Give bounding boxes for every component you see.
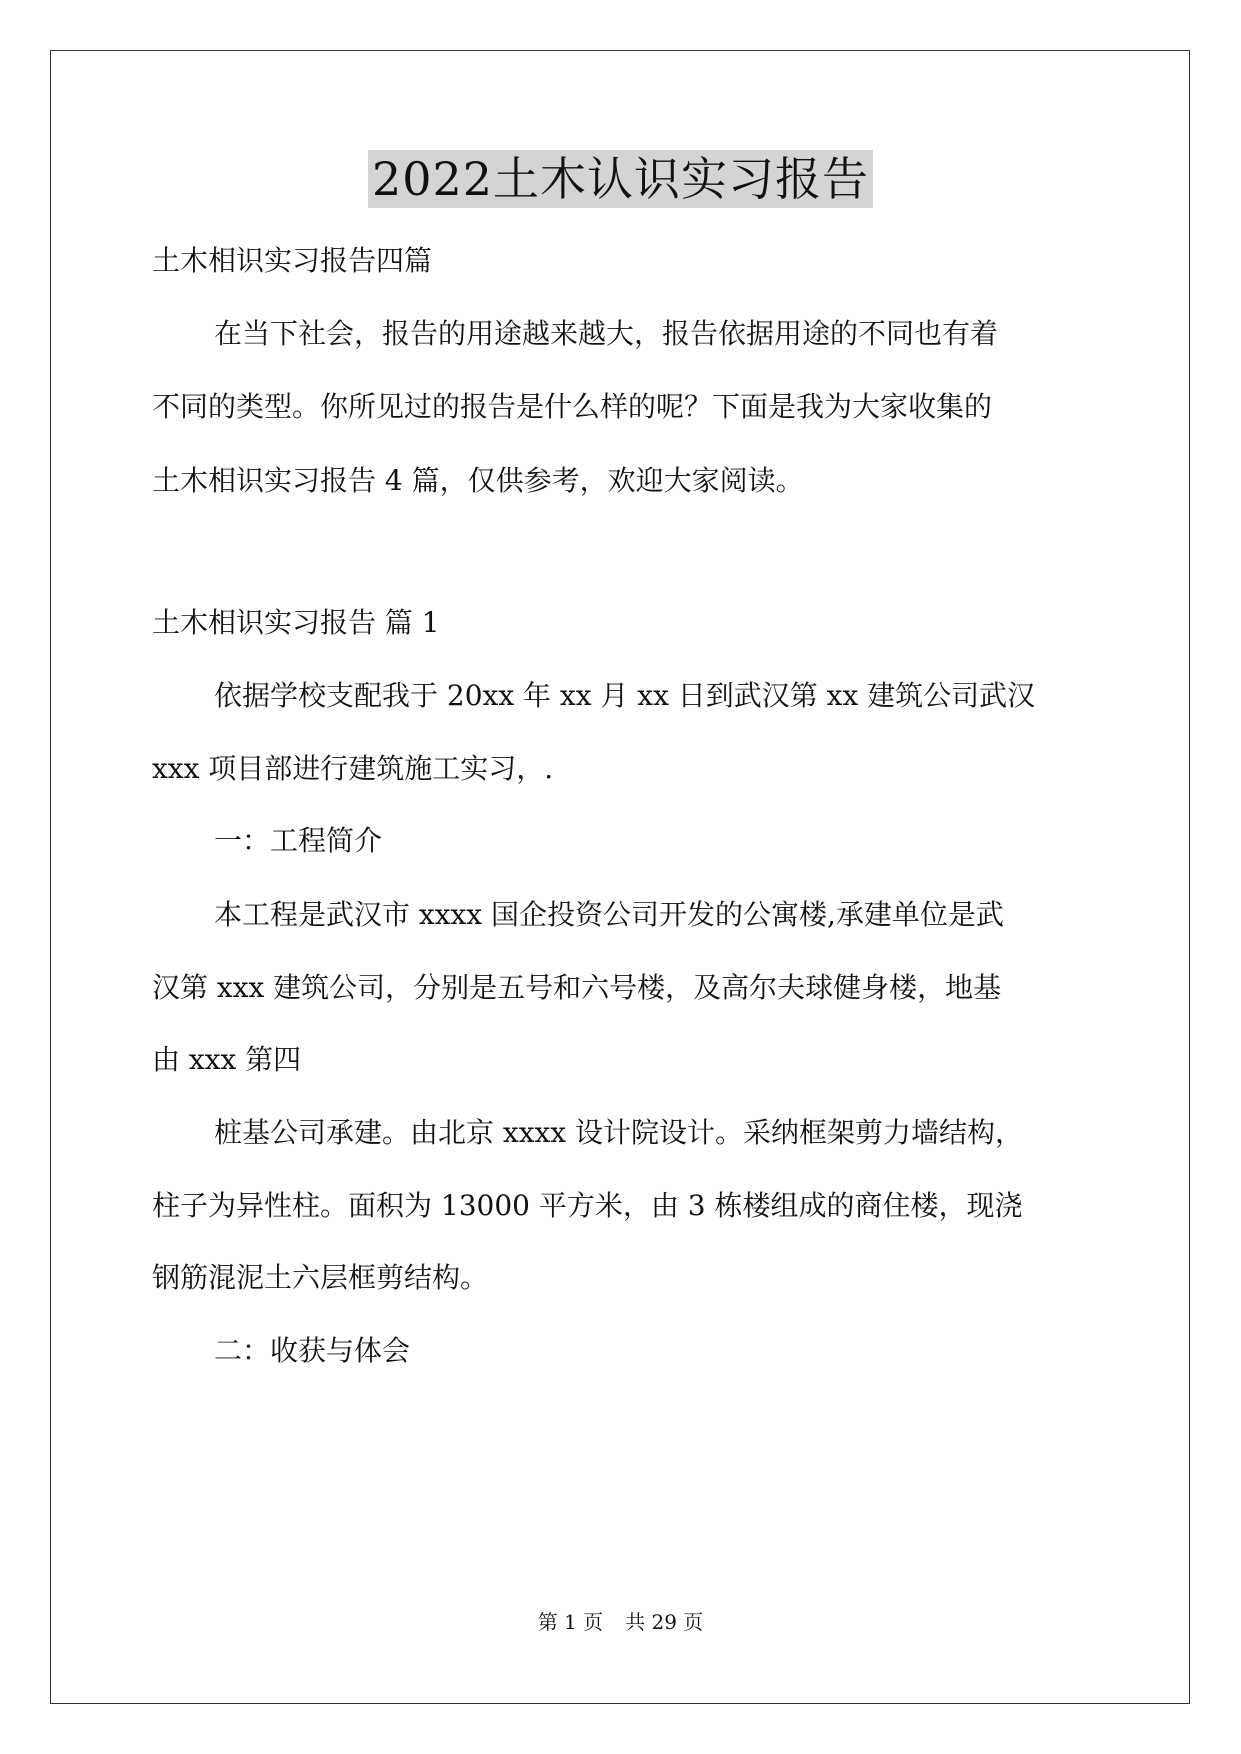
title-container xyxy=(0,150,1241,208)
page-total: 共 29 页 xyxy=(625,1610,704,1634)
page-footer xyxy=(0,1610,1241,1634)
paragraph-line: 依据学校支配我于 20xx 年 xx 月 xx 日到武汉第 xx 建筑公司武汉 xyxy=(214,679,1036,712)
paragraph-line: 钢筋混泥土六层框剪结构。 xyxy=(152,1261,489,1294)
paragraph-line: 柱子为异性柱。面积为 13000 平方米，由 3 栋楼组成的商住楼，现浇 xyxy=(152,1189,1023,1222)
paragraph-line: 本工程是武汉市 xxxx 国企投资公司开发的公寓楼,承建单位是武 xyxy=(214,898,1004,931)
subheading: 一：工程简介 xyxy=(214,824,383,857)
paragraph-line: 汉第 xxx 建筑公司，分别是五号和六号楼，及高尔夫球健身楼，地基 xyxy=(152,971,1002,1004)
page-border xyxy=(50,50,1190,1704)
section-heading: 土木相识实习报告 篇 1 xyxy=(152,606,440,639)
document-title: 2022土木认识实习报告 xyxy=(368,150,873,208)
subtitle-line: 土木相识实习报告四篇 xyxy=(152,244,433,277)
paragraph-line: 由 xxx 第四 xyxy=(152,1043,302,1076)
paragraph-line: 桩基公司承建。由北京 xxxx 设计院设计。采纳框架剪力墙结构， xyxy=(214,1116,1023,1149)
paragraph-line: xxx 项目部进行建筑施工实习，. xyxy=(152,752,554,785)
subheading: 二：收获与体会 xyxy=(214,1334,411,1367)
paragraph-line: 在当下社会，报告的用途越来越大，报告依据用途的不同也有着 xyxy=(214,317,999,350)
page-number: 第 1 页 xyxy=(537,1610,604,1634)
paragraph-line: 土木相识实习报告 4 篇，仅供参考，欢迎大家阅读。 xyxy=(152,464,804,497)
paragraph-line: 不同的类型。你所见过的报告是什么样的呢？下面是我为大家收集的 xyxy=(152,390,993,423)
